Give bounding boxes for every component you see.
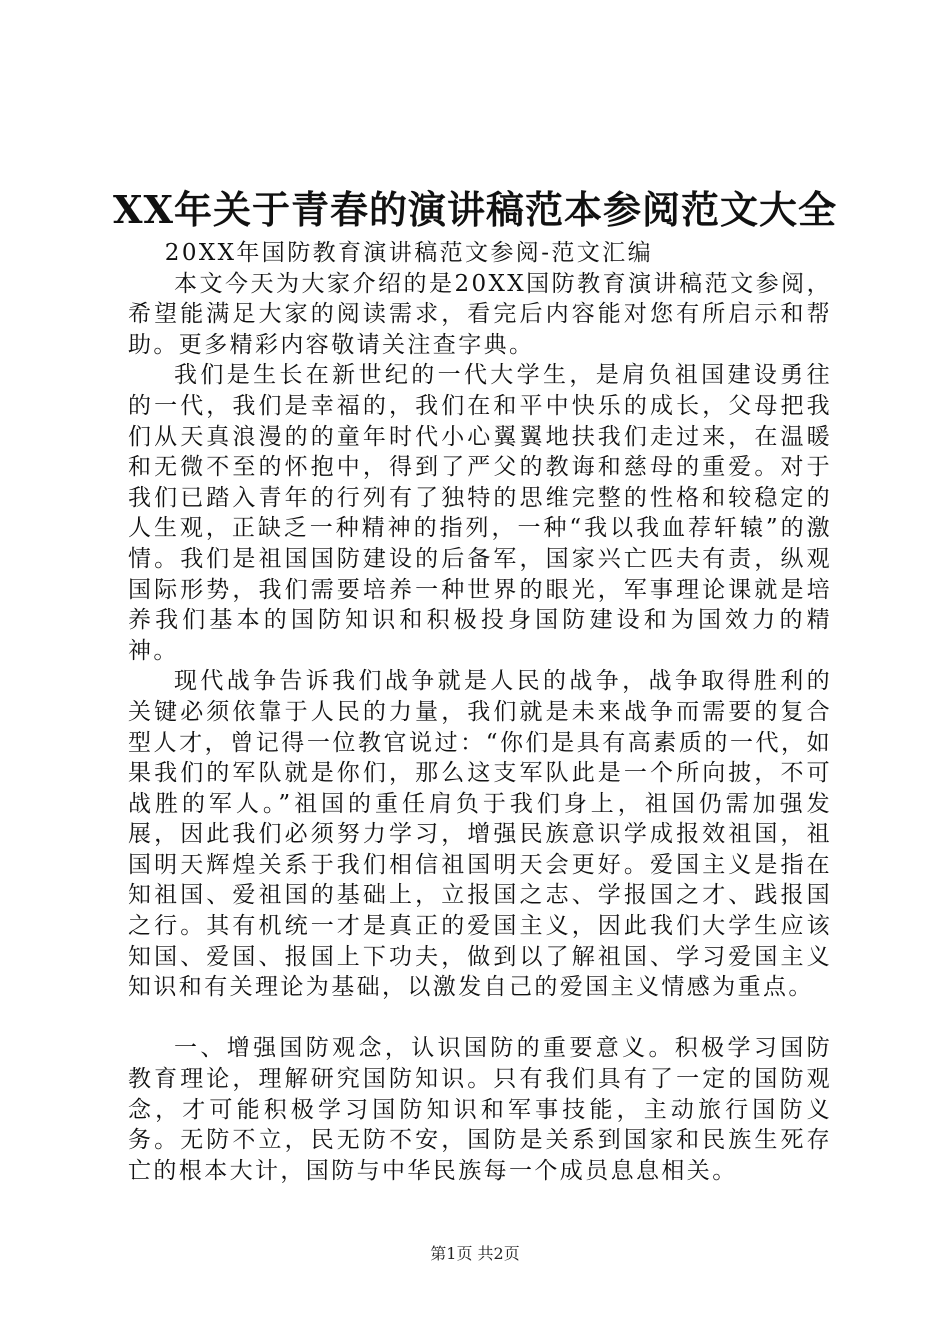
paragraph-generation: 我们是生长在新世纪的一代大学生，是肩负祖国建设勇往的一代，我们是幸福的，我们在和平中快乐的成长，父母把我们从天真浪漫的的童年时代小心翼翼地扶我们走过来，在温暖和无微不至的怀抱中，得到了严父的教诲和慈母的重爱。对于我们已踏入青年的行列有了独特的思维完整的性格和较稳定的人生观，正缺乏一种精神的指列，一种“我以我血荐轩辕”的激情。我们是祖国国防建设的后备军，国家兴亡匹夫有责，纵观国际形势，我们需要培养一种世界的眼光，军事理论课就是培养我们基本的国防知识和积极投身国防建设和为国效力的精神。	[128, 362, 832, 664]
paragraph-modern-war: 现代战争告诉我们战争就是人民的战争，战争取得胜利的关键必须依靠于人民的力量，我们就是未来战争而需要的复合型人才，曾记得一位教官说过：“你们是具有高素质的一代，如果我们的军队就是你们，那么这支军队此是一个所向披，不可战胜的军人。”祖国的重任肩负于我们身上，祖国仍需加强发展，因此我们必须努力学习，增强民族意识学成报效祖国，祖国明天辉煌关系于我们相信祖国明天会更好。爱国主义是指在知祖国、爱祖国的基础上，立报国之志、学报国之才、践报国之行。其有机统一才是真正的爱国主义，因此我们大学生应该知国、爱国、报国上下功夫，做到以了解祖国、学习爱国主义知识和有关理论为基础，以激发自己的爱国主义情感为重点。	[128, 668, 832, 1001]
document-subtitle: 20XX年国防教育演讲稿范文参阅-范文汇编	[164, 240, 653, 266]
paragraph-intro: 本文今天为大家介绍的是20XX国防教育演讲稿范文参阅，希望能满足大家的阅读需求，看完后内容能对您有所启示和帮助。更多精彩内容敬请关注查字典。	[128, 270, 832, 358]
paragraph-point-one: 一、增强国防观念，认识国防的重要意义。积极学习国防教育理论，理解研究国防知识。只有我们具有了一定的国防观念，才可能积极学习国防知识和军事技能，主动旅行国防义务。无防不立，民无防不安，国防是关系到国家和民族生死存亡的根本大计，国防与中华民族每一个成员息息相关。	[128, 1035, 832, 1184]
document-title: XX年关于青春的演讲稿范本参阅范文大全	[113, 187, 837, 232]
page-footer: 第1页 共2页	[430, 1244, 520, 1263]
document-body	[128, 238, 832, 1186]
